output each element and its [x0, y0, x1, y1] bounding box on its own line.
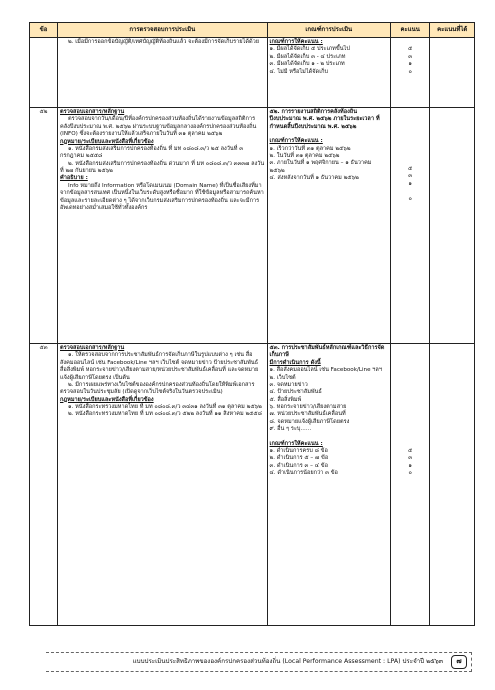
criteria-item: ๑. เร็วกว่าวันที่ ๓๑ ตุลาคม ๒๕๖๒ — [269, 145, 351, 152]
header-score: คะแนน — [390, 23, 429, 38]
section-heading: คำอธิบาย : — [60, 175, 88, 182]
score-value: ๕ — [408, 448, 413, 454]
topic-cell — [58, 108, 268, 344]
topic-cell — [58, 38, 268, 108]
score-value: ๐ — [408, 68, 412, 75]
assessment-page — [29, 22, 475, 626]
method-item: ๒. เว็บไซต์ — [269, 374, 296, 381]
criteria-heading: ๕๒. การรายงานสถิติการคลังท้องถิ่นปีงบประมาณ พ.ศ. ๒๕๖๒ ภายในระยะเวลา ที่กำหนดสิ้นปีงบประมาณ พ.ศ. ๒๕๖๒ — [269, 109, 380, 130]
score-value: ๓ — [408, 53, 413, 60]
topic-paragraph: Info หมายถึง Information หรือโดเมนเนม (Domain Name) ที่เป็นชื่อเสียงที่มาจากข้อมูลสารสนเทศ เป็นหนึ่งในเว็บระดับสูงหรือชื่อมาก ที่ใช้ข้อมูลหรือสามารถค้นหาข้อมูลและรายละเอียดต่าง ๆ ได้จากเว็บกรมส่งเสริมการปกครองท้องถิ่น และจะมีการอัพเดทอย่างสม่ำเสมอใช้ทั่วทั้งองค์กร — [60, 182, 264, 211]
criteria-item: ๒. ดำเนินการ ๕ – ๗ ข้อ — [269, 455, 329, 462]
score-value: ๓ — [408, 173, 413, 180]
score-value: ๓ — [408, 455, 413, 462]
method-item: ๘. จดหมายแจ้งผู้เสียภาษีโดยตรง — [269, 418, 350, 425]
score-value: ๑ — [408, 180, 412, 187]
section-heading: กฎหมาย/ระเบียบและหนังสือที่เกี่ยวข้อง — [60, 138, 154, 145]
table-row — [30, 108, 475, 344]
topic-paragraph: ๒. หนังสือกรมส่งเสริมการปกครองท้องถิ่น ด่วนมาก ที่ มท ๐๘๐๘.๓/ว ๓๓๓๗ ลงวันที่ ๒๗ กันยายน ๒๕๖๒ — [60, 160, 265, 174]
row-no-cell — [30, 38, 58, 108]
criteria-title: เกณฑ์การให้คะแนน : — [269, 138, 323, 145]
header-criteria: เกณฑ์การประเมิน — [267, 23, 390, 38]
score-value: ๑ — [408, 462, 412, 469]
footer-text: แบบประเมินประสิทธิภาพขององค์กรปกครองส่วนท้องถิ่น (Local Performance Assessment : LPA) ประจำปี ๒๕๖๓ — [132, 657, 443, 665]
topic-paragraph: ๑. ให้ตรวจสอบจากการประชาสัมพันธ์การจัดเก็บภาษีในรูปแบบต่าง ๆ เช่น สื่อสังคมออนไลน์ เช่น Facebook/Line ฯลฯ เว็บไซต์ จดหมายข่าว ป้ายประชาสัมพันธ์ สื่อสิ่งพิมพ์ หอกระจายข่าว/เสียงตามสาย/หน่วยประชาสัมพันธ์เคลื่อนที่ และจดหมายแจ้งผู้เสียภาษีโดยตรง เป็นต้น — [60, 352, 259, 381]
score-value: ๐ — [408, 195, 412, 202]
section-heading: กฎหมาย/ระเบียบและหนังสือที่เกี่ยวข้อง — [60, 396, 154, 403]
row-no-cell: ๕๒ — [30, 108, 58, 344]
header-topic: การตรวจสอบการประเมิน — [58, 23, 268, 38]
topic-paragraph: ๑. หนังสือกรมส่งเสริมการปกครองท้องถิ่น ที่ มท ๐๘๐๘.๓/ว ๒๕ ลงวันที่ ๓ กรกฎาคม ๒๕๕๘ — [60, 145, 244, 160]
criteria-cell — [267, 344, 390, 626]
method-item: ๕. สื่อสิ่งพิมพ์ — [269, 396, 302, 403]
score-value: ๕ — [408, 166, 413, 172]
topic-paragraph: ๒. มีการเผยแพร่ทางเว็บไซต์ขององค์กรปกครองส่วนท้องถิ่นโดยให้พิมพ์เอกสาร ตรวจสอบในวันประชุมลัย (เปิดดูจากเว็บไซต์จริงในวันตรวจประเมิน) — [60, 381, 255, 396]
criteria-title: เกณฑ์การให้คะแนน : — [269, 440, 323, 447]
row-no-cell: ๕๓ — [30, 344, 58, 626]
page-number: ๗ — [451, 655, 467, 669]
topic-paragraph: ๑. หนังสือกระทรวงมหาดไทย ที่ มท ๐๘๐๘.๓/ว ๓๔๓๑ ลงวันที่ ๓๑ ตุลาคม ๒๕๖๒ — [68, 404, 262, 410]
section-heading: ตรวจสอบเอกสาร/หลักฐาน — [60, 109, 125, 115]
page-footer — [46, 652, 472, 672]
obtained-score-cell — [430, 38, 475, 108]
method-item: ๙. อื่น ๆ ระบุ...... — [269, 426, 312, 433]
criteria-item: ๓. ดำเนินการ ๓ – ๔ ข้อ — [269, 462, 328, 469]
score-cell — [390, 108, 429, 344]
topic-cell — [58, 344, 268, 626]
criteria-item: ๑. ดำเนินการครบ ๘ ข้อ — [269, 447, 328, 454]
table-row — [30, 344, 475, 626]
criteria-item: ๒. ในวันที่ ๓๑ ตุลาคม ๒๕๖๒ — [269, 152, 340, 159]
topic-text: ๒. เมื่อมีการออกข้อบัญญัติ/เทศบัญญัติท้องถิ่นแล้ว จะต้องมีการจัดเก็บรายได้ด้วย — [68, 39, 260, 45]
topic-paragraph: ตรวจสอบจากวัน/เดือน/ปีที่องค์กรปกครองส่วนท้องถิ่นได้รายงานข้อมูลสถิติการคลังปีงบประมาณ พ.ศ. ๒๕๖๒ ผ่านระบบฐานข้อมูลกลางองค์กรปกครองส่วนท้องถิ่น (INFO) ซึ่งจะต้องรายงานให้แล้วเสร็จภายในวันที่ ๓๑ ตุลาคม ๒๕๖๒ — [60, 116, 257, 138]
criteria-item: ๔. ส่งหลังจากวันที่ ๑ ธันวาคม ๒๕๖๒ — [269, 175, 359, 181]
criteria-cell — [267, 38, 390, 108]
score-cell — [390, 38, 429, 108]
score-cell — [390, 344, 429, 626]
methods-title: มีการดำเนินการ ดังนี้ — [269, 359, 321, 366]
obtained-score-cell — [430, 344, 475, 626]
score-value: ๑ — [408, 61, 412, 68]
header-no: ข้อ — [30, 23, 58, 38]
criteria-item: ๔. ดำเนินการน้อยกว่า ๓ ข้อ — [269, 470, 338, 476]
criteria-item: ๓. ภายในวันที่ ๑ พฤศจิกายน – ๑ ธันวาคม ๒๕๖๒ — [269, 160, 372, 174]
obtained-score-cell — [430, 108, 475, 344]
score-value: ๐ — [408, 470, 412, 477]
method-item: ๔. ป้ายประชาสัมพันธ์ — [269, 389, 322, 396]
method-item: ๗. หน่วยประชาสัมพันธ์เคลื่อนที่ — [269, 411, 346, 418]
criteria-cell — [267, 108, 390, 344]
criteria-heading: ๕๓. การประชาสัมพันธ์หลักเกณฑ์และวิธีการจัดเก็บภาษี — [269, 345, 385, 359]
topic-paragraph: ๒. หนังสือกระทรวงมหาดไทย ที่ มท ๐๘๐๘.๓/ว ๕๒๒ ลงวันที่ ๑๑ สิงหาคม ๒๕๕๘ — [68, 411, 262, 418]
header-obtained: คะแนนที่ได้ — [430, 23, 475, 38]
table-header-row — [30, 23, 475, 38]
criteria-item: ๔. ไม่มี หรือไม่ได้จัดเก็บ — [269, 68, 329, 75]
criteria-item: ๑. มีผลได้จัดเก็บ ๕ ประเภทขึ้นไป — [269, 46, 350, 53]
criteria-item: ๓. มีผลได้จัดเก็บ ๑ - ๒ ประเภท — [269, 61, 345, 68]
section-heading: ตรวจสอบเอกสาร/หลักฐาน — [60, 345, 125, 351]
method-item: ๑. สื่อสังคมออนไลน์ เช่น Facebook/Line ฯลฯ — [269, 367, 382, 374]
assessment-table — [29, 22, 475, 626]
method-item: ๓. จดหมายข่าว — [269, 381, 308, 388]
method-item: ๖. หอกระจายข่าว/เสียงตามสาย — [269, 404, 347, 410]
criteria-title: เกณฑ์การให้คะแนน : — [269, 39, 323, 45]
table-row — [30, 38, 475, 108]
criteria-item: ๒. มีผลได้จัดเก็บ ๓ - ๔ ประเภท — [269, 53, 346, 60]
score-value: ๕ — [408, 46, 413, 53]
